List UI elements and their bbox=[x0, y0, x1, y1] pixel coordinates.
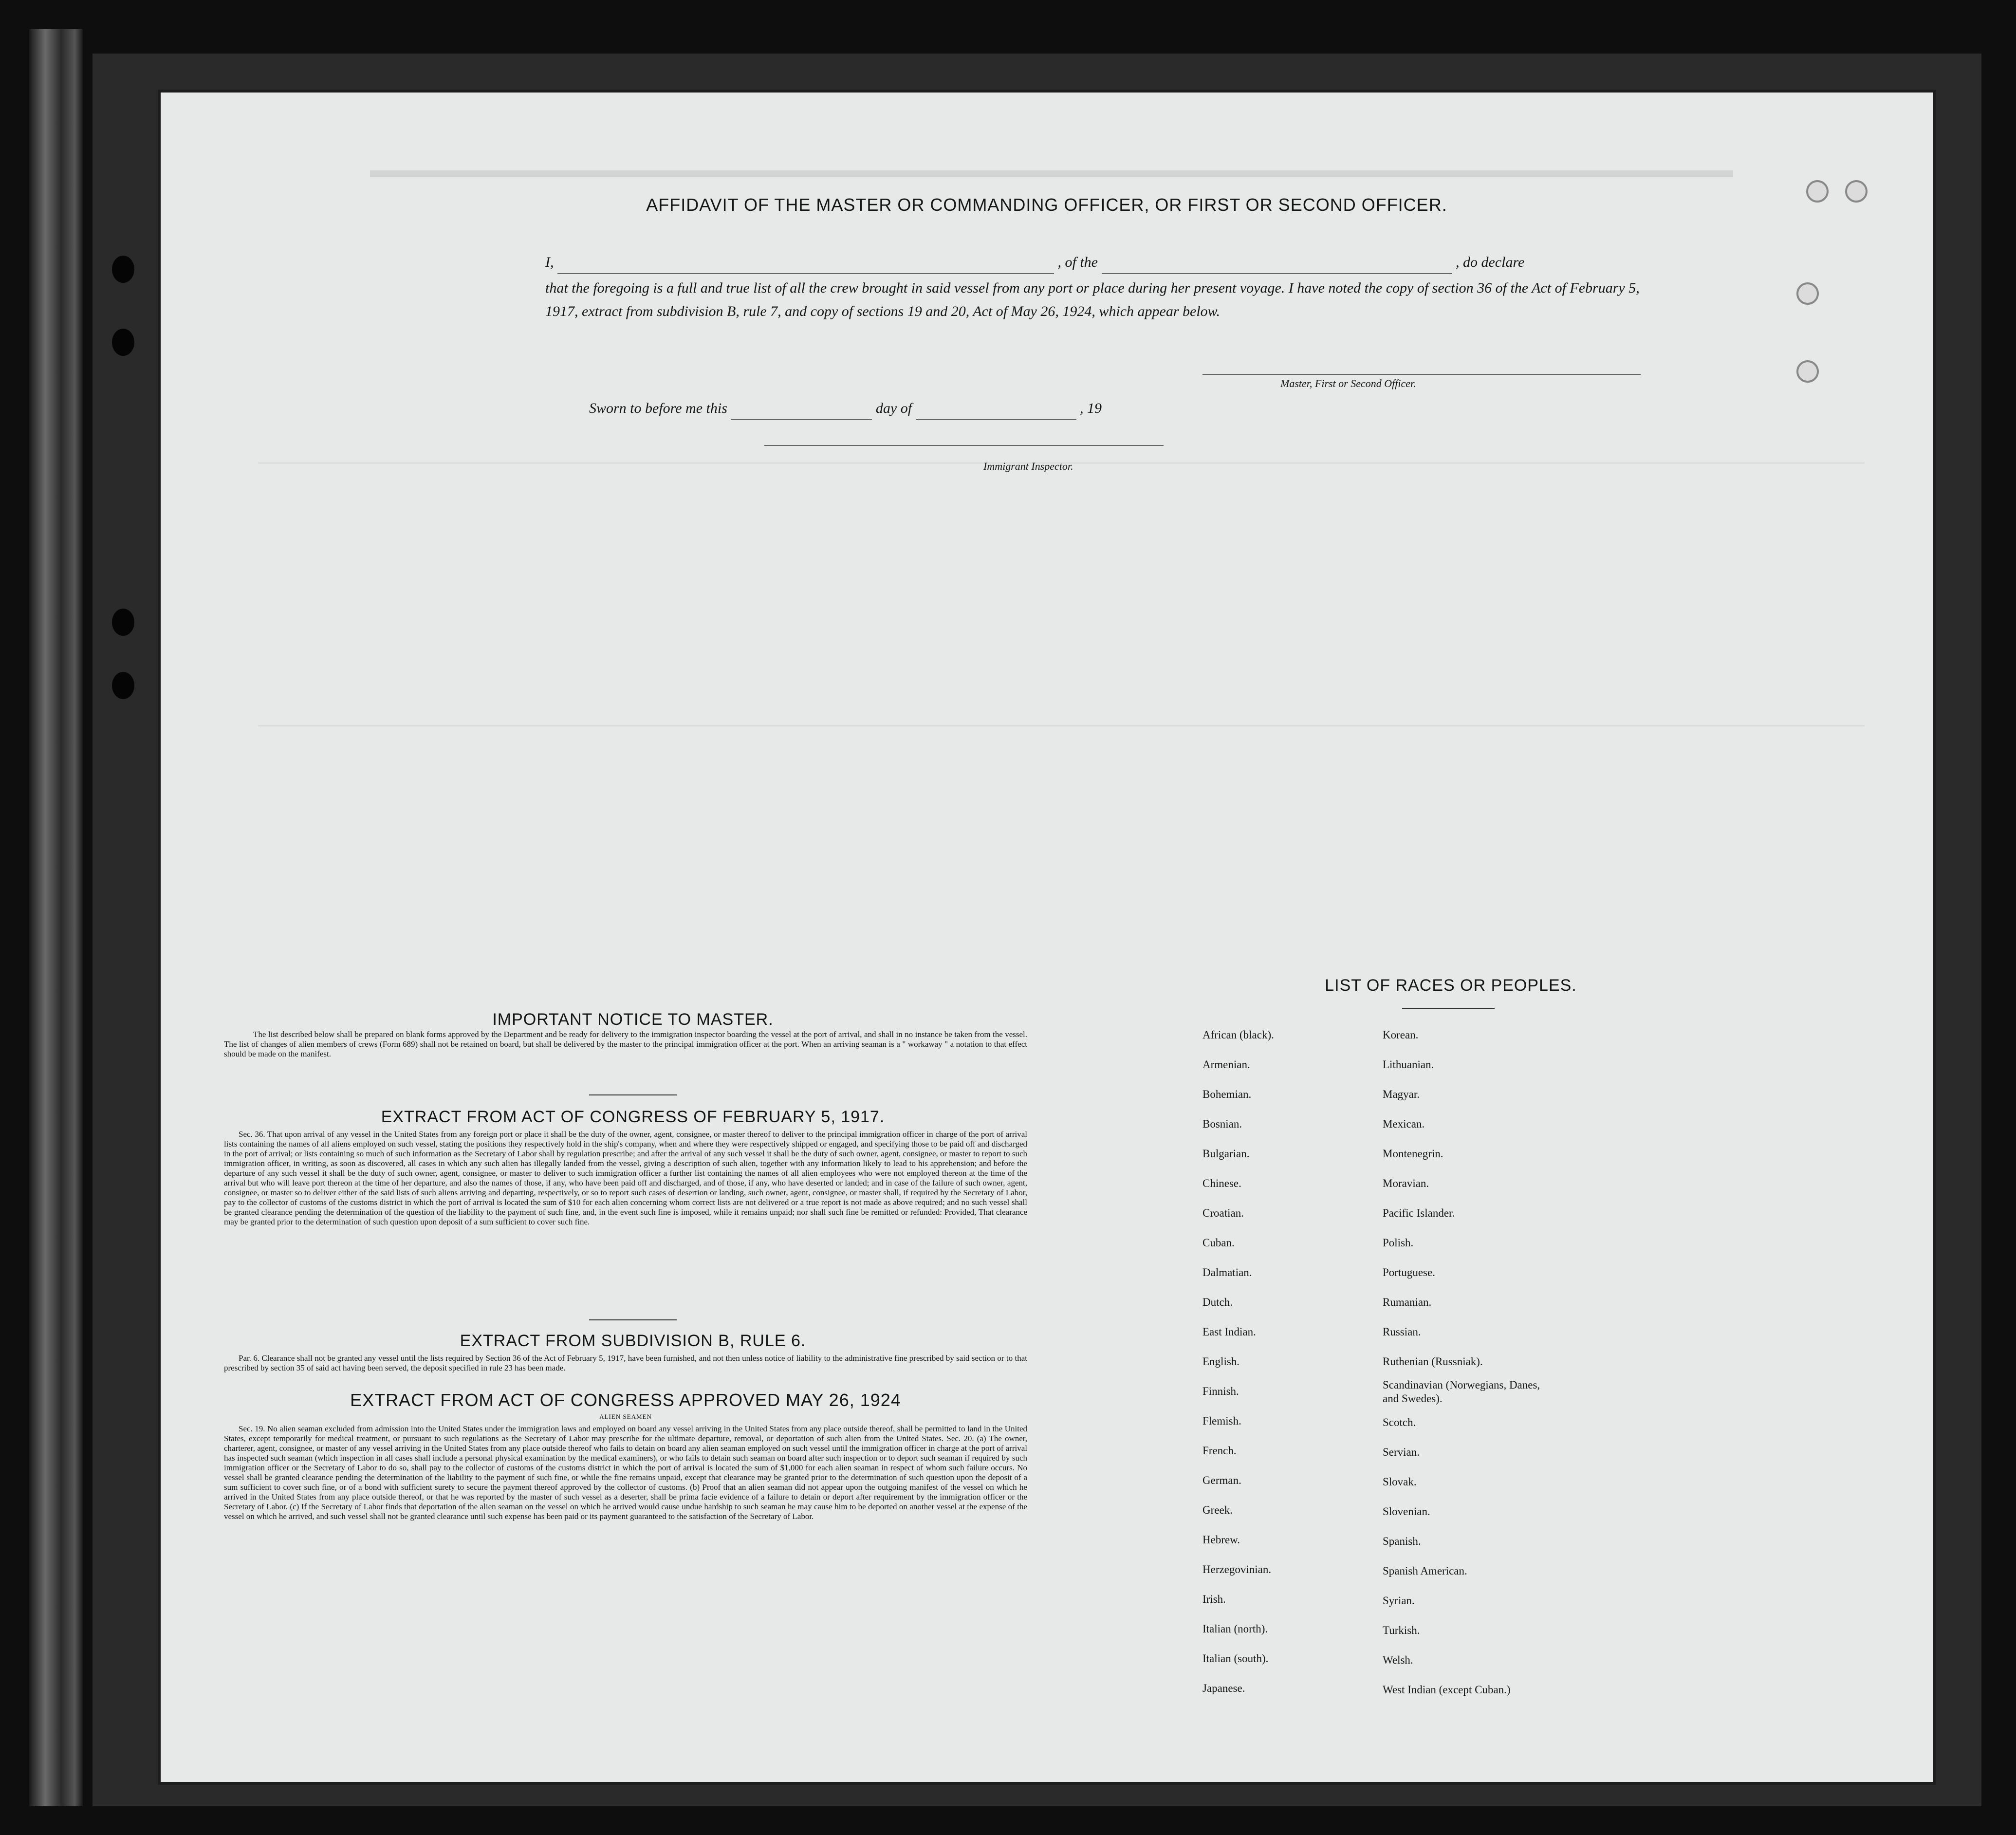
divider bbox=[1402, 1008, 1495, 1009]
punch-hole bbox=[112, 609, 134, 636]
race-item: Italian (north). bbox=[1202, 1623, 1268, 1635]
race-item: Magyar. bbox=[1383, 1088, 1420, 1100]
sworn-line bbox=[589, 397, 1271, 420]
race-item: Welsh. bbox=[1383, 1654, 1413, 1666]
race-item: Lithuanian. bbox=[1383, 1058, 1434, 1071]
divider bbox=[589, 1094, 677, 1095]
race-item: Hebrew. bbox=[1202, 1534, 1240, 1546]
race-item: Turkish. bbox=[1383, 1624, 1420, 1636]
sworn-day-field[interactable] bbox=[731, 405, 872, 420]
master-signature-line[interactable] bbox=[1202, 374, 1641, 375]
race-item: Greek. bbox=[1202, 1504, 1233, 1516]
affidavit-of-the: , of the bbox=[1057, 254, 1098, 270]
document-page bbox=[161, 93, 1933, 1782]
extract-1917-title: EXTRACT FROM ACT OF CONGRESS OF FEBRUARY 5, 1917. bbox=[381, 1108, 885, 1126]
race-item: Cuban. bbox=[1202, 1237, 1235, 1249]
race-item: Scotch. bbox=[1383, 1416, 1416, 1428]
race-item: Flemish. bbox=[1202, 1415, 1241, 1427]
race-item: Rumanian. bbox=[1383, 1296, 1432, 1308]
punch-hole bbox=[112, 329, 134, 356]
race-item: Korean. bbox=[1383, 1029, 1419, 1041]
vessel-field[interactable] bbox=[1102, 259, 1452, 274]
sworn-day-of: day of bbox=[875, 400, 912, 416]
punch-hole bbox=[112, 256, 134, 283]
extract-1924-title: EXTRACT FROM ACT OF CONGRESS APPROVED MAY 26, 1924 bbox=[350, 1390, 901, 1410]
rule-6-text: Par. 6. Clearance shall not be granted any vessel until the lists required by Section 36 of the Act of February 5, 1917, have been furnished, and not then unless notice of liability to the administrative fine prescribed by said section or to that prescribed by section 35 of said act having been served, the deposit specified in rule 23 has been made. bbox=[224, 1353, 1027, 1372]
race-item: Spanish. bbox=[1383, 1535, 1421, 1547]
inspector-signature-label: Immigrant Inspector. bbox=[983, 460, 1073, 472]
race-item: Dutch. bbox=[1202, 1296, 1233, 1308]
race-item: Spanish American. bbox=[1383, 1565, 1467, 1577]
race-item: Slovak. bbox=[1383, 1476, 1417, 1488]
binder-ring bbox=[1796, 282, 1819, 305]
sworn-prefix: Sworn to before me this bbox=[589, 400, 727, 416]
name-field[interactable] bbox=[557, 259, 1054, 274]
bleed-through bbox=[370, 170, 1733, 177]
race-item: English. bbox=[1202, 1355, 1240, 1368]
race-item: Montenegrin. bbox=[1383, 1148, 1443, 1160]
extract-1924-subtitle: ALIEN SEAMEN bbox=[599, 1413, 652, 1420]
race-item: Bohemian. bbox=[1202, 1088, 1252, 1100]
race-item: German. bbox=[1202, 1474, 1241, 1486]
race-item: Servian. bbox=[1383, 1446, 1420, 1458]
race-item: Syrian. bbox=[1383, 1594, 1415, 1607]
race-item: African (black). bbox=[1202, 1029, 1274, 1041]
race-item: Japanese. bbox=[1202, 1682, 1245, 1694]
notice-text: The list described below shall be prepared on blank forms approved by the Department and be ready for delivery to the immigration inspector boarding the vessel at the port of arrival, and shall in no instance be taken from the vessel. The list of changes of alien members of crews (Form 689) shall not be retained on board, but shall be delivered by the master to the principal immigration officer at the port. When an arriving seaman is a " workaway " a notation to that effect should be made on the manifest. bbox=[224, 1030, 1027, 1058]
affidavit-title: AFFIDAVIT OF THE MASTER OR COMMANDING OFFICER, OR FIRST OR SECOND OFFICER. bbox=[646, 195, 1447, 215]
race-item: Armenian. bbox=[1202, 1058, 1250, 1071]
race-item: Pacific Islander. bbox=[1383, 1207, 1455, 1219]
race-item: Chinese. bbox=[1202, 1177, 1241, 1189]
extract-1917-text: Sec. 36. That upon arrival of any vessel in the United States from any foreign port or place it shall be the duty of the owner, agent, consignee, or master thereof to deliver to the principal immigration officer in charge of the port of arrival lists containing the names of all aliens employed on such vessel, stating the positions they respectively hold in the ship's company, when and where they were respectively shipped or engaged, and specifying those to be paid off and discharged in the port of arrival; or lists containing so much of such information as the Secretary of Labor shall by regulation prescribe; and after the arrival of any such vessel it shall be the duty of such owner, agent, consignee, or master to report to such immigration officer, in writing, as soon as discovered, all cases in which any such alien has illegally landed from the vessel, giving a description of such alien, together with any information likely to lead to his apprehension; and before the departure of any such vessel it shall be the duty of such owner, agent, consignee, or master to deliver to such immigration officer a further list containing the names of all alien employees who were not employed thereon at the time of the arrival but who will leave port thereon at the time of her departure, and also the names of those, if any, who have been paid off and discharged, and of those, if any, who have deserted or landed; and in case of the failure of such owner, agent, consignee, or master so to deliver either of the said lists of such aliens arriving and departing, respectively, or so to report such cases of desertion or landing, such owner, agent, consignee, or master shall, if required by the Secretary of Labor, pay to the collector of customs of the customs district in which the port of arrival is located the sum of $10 for each alien concerning whom correct lists are not delivered or a true report is not made as above required; and no such vessel shall be granted clearance pending the determination of the question of the liability to the payment of such fine, and, in the event such fine is imposed, while it remains unpaid; nor shall such fine be remitted or refunded: Provided, That clearance may be granted prior to the determination of such question upon deposit of a sum sufficient to cover such fine. bbox=[224, 1130, 1027, 1226]
race-item: Finnish. bbox=[1202, 1385, 1239, 1397]
races-right-column bbox=[1383, 1020, 1548, 1705]
race-item: Dalmatian. bbox=[1202, 1266, 1252, 1279]
race-item: French. bbox=[1202, 1445, 1237, 1457]
punch-hole bbox=[112, 672, 134, 699]
sworn-year: , 19 bbox=[1080, 400, 1102, 416]
race-item: Polish. bbox=[1383, 1237, 1414, 1249]
race-item: Mexican. bbox=[1383, 1118, 1425, 1130]
race-item: Ruthenian (Russniak). bbox=[1383, 1355, 1483, 1368]
race-item: Croatian. bbox=[1202, 1207, 1244, 1219]
bleed-through bbox=[258, 725, 1865, 726]
race-item: Irish. bbox=[1202, 1593, 1226, 1605]
races-title: LIST OF RACES OR PEOPLES. bbox=[1325, 976, 1577, 995]
race-item: Italian (south). bbox=[1202, 1652, 1269, 1665]
divider bbox=[589, 1319, 677, 1320]
rule-6-title: EXTRACT FROM SUBDIVISION B, RULE 6. bbox=[460, 1332, 806, 1350]
inspector-signature-line[interactable] bbox=[764, 445, 1164, 446]
race-item: Bosnian. bbox=[1202, 1118, 1242, 1130]
affidavit-do-declare: , do declare bbox=[1456, 254, 1525, 270]
race-item: Portuguese. bbox=[1383, 1266, 1435, 1279]
race-item: West Indian (except Cuban.) bbox=[1383, 1684, 1511, 1696]
extract-1924-text: Sec. 19. No alien seaman excluded from admission into the United States under the immigration laws and employed on board any vessel arriving in the United States from any place outside thereof, shall be permitted to land in the United States, except temporarily for medical treatment, or pursuant to such regulations as the Secretary of Labor may prescribe for the ultimate departure, removal, or deportation of such alien from the United States. Sec. 20. (a) The owner, charterer, agent, consignee, or master of any vessel arriving in the United States from any place outside thereof who fails to detain on board any alien seaman employed on such vessel until the immigration officer in charge at the port of arrival has inspected such seaman (which inspection in all cases shall include a personal physical examination by the medical examiners), or who fails to detain such seaman on board after such inspection or to deport such seaman if required by such immigration officer or the Secretary of Labor to do so, shall pay to the collector of customs of the customs district in which the port of arrival is located the sum of $1,000 for each alien seaman in respect of whom such failure occurs. No vessel shall be granted clearance pending the determination of the liability to the payment of such fine, or while the fine remains unpaid, except that clearance may be granted prior to the determination of such question upon the deposit of a sum sufficient to cover such fine, or of a bond with sufficient surety to secure the payment thereof approved by the collector of customs. (b) Proof that an alien seaman did not appear upon the outgoing manifest of the vessel on which he arrived in the United States from any place outside thereof, or that he was reported by the master of such vessel as a deserter, shall be prima facie evidence of a failure to detain or deport after requirement by the immigration officer or the Secretary of Labor. (c) If the Secretary of Labor finds that deportation of the alien seaman on the vessel on which he arrived would cause undue hardship to such seaman he may cause him to be deported on another vessel at the expense of the vessel on which he arrived, and such vessel shall not be granted clearance until such expense has been paid or its payment guaranteed to the satisfaction of the Secretary of Labor. bbox=[224, 1424, 1027, 1521]
affidavit-i-label: I, bbox=[545, 254, 554, 270]
race-item: Herzegovinian. bbox=[1202, 1563, 1272, 1576]
binder-ring bbox=[1796, 360, 1819, 383]
master-signature-label: Master, First or Second Officer. bbox=[1280, 377, 1416, 389]
race-item: Slovenian. bbox=[1383, 1505, 1430, 1518]
notice-title: IMPORTANT NOTICE TO MASTER. bbox=[492, 1010, 774, 1029]
race-item: Bulgarian. bbox=[1202, 1148, 1250, 1160]
race-item: Moravian. bbox=[1383, 1177, 1429, 1189]
sworn-month-field[interactable] bbox=[916, 405, 1076, 420]
races-left-column bbox=[1202, 1020, 1274, 1703]
race-item: Scandinavian (Norwegians, Danes, and Swedes). bbox=[1383, 1379, 1540, 1405]
race-item: East Indian. bbox=[1202, 1326, 1256, 1338]
affidavit-text: that the foregoing is a full and true list of all the crew brought in said vessel from any port or place during her present voyage. I have noted the copy of section 36 of the Act of February 5, 1917, extract from subdivision B, rule 7, and copy of sections 19 and 20, Act of May 26, 1924, which appear below. bbox=[545, 280, 1640, 319]
race-item: Russian. bbox=[1383, 1326, 1421, 1338]
binder-spine bbox=[29, 29, 83, 1806]
affidavit-declaration-line bbox=[545, 251, 1665, 274]
